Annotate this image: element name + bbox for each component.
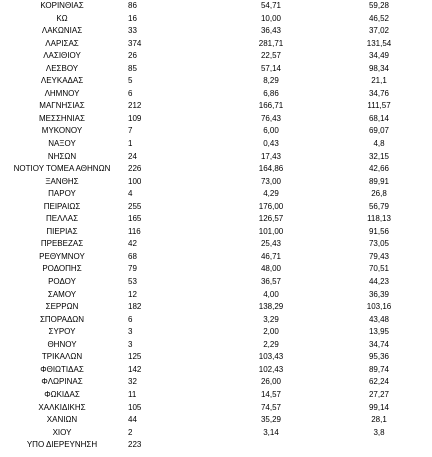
- cell-region: ΡΟΔΟΥ: [48, 277, 76, 287]
- cell-cases: 53: [128, 277, 137, 287]
- table-row: [0, 125, 432, 138]
- cell-rate-1: 101,00: [258, 226, 284, 236]
- cell-cases: 24: [128, 151, 137, 161]
- cell-cases: 226: [128, 164, 142, 174]
- cell-region: ΛΗΜΝΟΥ: [44, 88, 80, 98]
- cell-region: ΛΕΥΚΑΔΑΣ: [40, 76, 84, 86]
- cell-cases: 374: [128, 38, 142, 48]
- cell-rate-1: 26,00: [260, 377, 282, 387]
- cell-cases: 2: [128, 427, 133, 437]
- cell-region: ΧΑΝΙΩΝ: [46, 415, 78, 425]
- table-row: [0, 314, 432, 327]
- cell-region: ΠΕΙΡΑΙΩΣ: [43, 201, 81, 211]
- cell-rate-1: 0,43: [263, 139, 279, 149]
- cell-rate-1: 164,86: [258, 164, 284, 174]
- cell-rate-2: 56,79: [368, 201, 390, 211]
- cell-rate-2: 59,28: [368, 1, 390, 10]
- table-row: [0, 38, 432, 51]
- cell-rate-1: 6,86: [263, 88, 279, 98]
- table-row: [0, 326, 432, 339]
- table-row: [0, 364, 432, 377]
- cell-rate-1: 3,29: [263, 314, 279, 324]
- cell-cases: 33: [128, 26, 137, 36]
- cell-cases: 3: [128, 327, 133, 337]
- cell-rate-2: 36,39: [368, 289, 390, 299]
- cell-region: ΣΕΡΡΩΝ: [45, 302, 79, 312]
- cell-cases: 26: [128, 51, 137, 61]
- cell-rate-2: 34,76: [368, 88, 390, 98]
- cell-rate-1: 6,00: [263, 126, 279, 136]
- cell-rate-1: 36,57: [260, 277, 282, 287]
- cell-region: ΜΑΓΝΗΣΙΑΣ: [39, 101, 85, 111]
- table-row: [0, 276, 432, 289]
- cell-rate-1: 14,57: [260, 389, 282, 399]
- cell-region: ΧΑΛΚΙΔΙΚΗΣ: [38, 402, 86, 412]
- table-row: [0, 301, 432, 314]
- table-row: [0, 402, 432, 415]
- cell-region: ΝΟΤΙΟΥ ΤΟΜΕΑ ΑΘΗΝΩΝ: [13, 164, 111, 174]
- cell-rate-2: 32,15: [368, 151, 390, 161]
- cell-cases: 100: [128, 176, 142, 186]
- cell-rate-2: 3,8: [373, 427, 385, 437]
- cell-rate-2: 34,49: [368, 51, 390, 61]
- cell-region: ΛΑΚΩΝΙΑΣ: [41, 26, 83, 36]
- cell-rate-2: 68,14: [368, 113, 390, 123]
- cell-cases: 79: [128, 264, 137, 274]
- cell-region: ΠΑΡΟΥ: [48, 189, 76, 199]
- cell-region: ΠΕΛΛΑΣ: [45, 214, 79, 224]
- table-row: [0, 289, 432, 302]
- cell-rate-1: 73,00: [260, 176, 282, 186]
- cell-rate-2: 89,74: [368, 364, 390, 374]
- cell-rate-2: 79,43: [368, 251, 390, 261]
- cell-rate-1: 57,14: [260, 63, 282, 73]
- table-row: [0, 88, 432, 101]
- cell-cases: 182: [128, 302, 142, 312]
- table-row: [0, 213, 432, 226]
- cell-region: ΦΩΚΙΔΑΣ: [44, 389, 80, 399]
- table-row: [0, 427, 432, 440]
- cell-region: ΡΕΘΥΜΝΟΥ: [39, 251, 85, 261]
- cell-region: ΝΑΞΟΥ: [48, 139, 76, 149]
- cell-rate-2: 26,8: [371, 189, 387, 199]
- table-row: [0, 188, 432, 201]
- cell-cases: 7: [128, 126, 133, 136]
- cell-rate-2: 89,91: [368, 176, 390, 186]
- cell-rate-2: 28,1: [371, 415, 387, 425]
- cell-rate-1: 3,14: [263, 427, 279, 437]
- cell-rate-1: 76,43: [260, 113, 282, 123]
- cell-cases: 4: [128, 189, 133, 199]
- cell-rate-2: 13,95: [368, 327, 390, 337]
- table-row: [0, 113, 432, 126]
- table-row: [0, 238, 432, 251]
- cell-rate-1: [216, 439, 326, 452]
- cell-rate-2: 37,02: [368, 26, 390, 36]
- cell-cases: 255: [128, 201, 142, 211]
- table-row: [0, 100, 432, 113]
- table-row: [0, 176, 432, 189]
- cell-region: ΠΙΕΡΙΑΣ: [46, 226, 78, 236]
- cell-rate-2: 44,23: [368, 277, 390, 287]
- table-row: [0, 263, 432, 276]
- cell-cases: 42: [128, 239, 137, 249]
- cell-rate-1: 4,29: [263, 189, 279, 199]
- table-row: [0, 75, 432, 88]
- cell-rate-2: 91,56: [368, 226, 390, 236]
- cell-rate-2: 98,34: [368, 63, 390, 73]
- table-row: [0, 163, 432, 176]
- cell-cases: 6: [128, 314, 133, 324]
- cell-rate-1: 8,29: [263, 76, 279, 86]
- cell-cases: 16: [128, 13, 137, 23]
- cell-cases: 11: [128, 389, 137, 399]
- cell-region: ΣΑΜΟΥ: [47, 289, 77, 299]
- cell-cases: 212: [128, 101, 142, 111]
- cell-region: ΚΩ: [56, 13, 68, 23]
- table-row: [0, 351, 432, 364]
- cell-rate-2: 42,66: [368, 164, 390, 174]
- cell-cases: 165: [128, 214, 142, 224]
- cell-rate-1: 36,43: [260, 26, 282, 36]
- table-row: [0, 138, 432, 151]
- cell-rate-1: 54,71: [260, 1, 282, 10]
- cell-region: ΣΥΡΟΥ: [48, 327, 76, 337]
- cell-rate-2: 131,54: [366, 38, 392, 48]
- cell-rate-1: 2,00: [263, 327, 279, 337]
- cell-rate-2: 21,1: [371, 76, 387, 86]
- cell-rate-2: 99,14: [368, 402, 390, 412]
- cell-cases: 1: [128, 139, 133, 149]
- table-row: [0, 25, 432, 38]
- cell-region: ΛΑΣΙΘΙΟΥ: [43, 51, 81, 61]
- table-row: [0, 63, 432, 76]
- cell-rate-2: 27,27: [368, 389, 390, 399]
- cell-cases: 6: [128, 88, 133, 98]
- cell-rate-2: 70,51: [368, 264, 390, 274]
- cell-cases: 68: [128, 251, 137, 261]
- cell-region: ΜΥΚΟΝΟΥ: [41, 126, 83, 136]
- table-row: [0, 50, 432, 63]
- table-row: [0, 439, 432, 452]
- cell-region: ΘΗΝΟΥ: [47, 339, 77, 349]
- cell-rate-2: 43,48: [368, 314, 390, 324]
- table-row: [0, 376, 432, 389]
- cell-rate-2: 4,8: [373, 139, 385, 149]
- cell-region: ΚΟΡΙΝΘΙΑΣ: [40, 1, 84, 10]
- cell-rate-1: 22,57: [260, 51, 282, 61]
- cell-rate-1: 281,71: [258, 38, 284, 48]
- cell-region: ΛΑΡΙΣΑΣ: [45, 38, 79, 48]
- cell-cases: 3: [128, 339, 133, 349]
- cell-cases: 109: [128, 113, 142, 123]
- table-row: [0, 151, 432, 164]
- cell-rate-1: 25,43: [260, 239, 282, 249]
- table-row: [0, 0, 432, 13]
- cell-region: ΤΡΙΚΑΛΩΝ: [41, 352, 83, 362]
- cell-rate-1: 166,71: [258, 101, 284, 111]
- cell-region: ΝΗΣΩΝ: [47, 151, 77, 161]
- table-row: [0, 251, 432, 264]
- cell-cases: 142: [128, 364, 142, 374]
- cell-cases: 32: [128, 377, 137, 387]
- cell-rate-2: 111,57: [367, 101, 391, 111]
- cell-rate-1: 102,43: [258, 364, 284, 374]
- cell-rate-1: 2,29: [263, 339, 279, 349]
- table-row: [0, 13, 432, 26]
- table-row: [0, 389, 432, 402]
- cell-rate-1: 74,57: [260, 402, 282, 412]
- cell-cases: 44: [128, 415, 137, 425]
- cell-rate-2: 46,52: [368, 13, 390, 23]
- cell-region: ΡΟΔΟΠΗΣ: [42, 264, 82, 274]
- cell-rate-1: 46,71: [260, 251, 282, 261]
- cell-cases: 125: [128, 352, 142, 362]
- cell-rate-2: 62,24: [368, 377, 390, 387]
- cell-region: ΥΠΟ ΔΙΕΡΕΥΝΗΣΗ: [26, 440, 98, 450]
- cell-cases: 86: [128, 1, 137, 10]
- cell-rate-2: 34,74: [368, 339, 390, 349]
- cell-cases: 116: [128, 226, 141, 236]
- table-row: [0, 414, 432, 427]
- cell-rate-1: 138,29: [258, 302, 284, 312]
- cell-cases: 105: [128, 402, 142, 412]
- cell-rate-1: 4,00: [263, 289, 279, 299]
- cell-region: ΞΑΝΘΗΣ: [45, 176, 79, 186]
- cell-rate-2: [326, 439, 432, 452]
- cell-rate-2: 69,07: [368, 126, 390, 136]
- cell-region: ΦΛΩΡΙΝΑΣ: [41, 377, 83, 387]
- table-row: [0, 226, 432, 239]
- cell-rate-1: 103,43: [258, 352, 284, 362]
- cell-region: ΧΙΟΥ: [52, 427, 72, 437]
- cell-cases: 223: [128, 440, 142, 450]
- cell-cases: 5: [128, 76, 133, 86]
- cell-region: ΜΕΣΣΗΝΙΑΣ: [39, 113, 85, 123]
- cell-rate-1: 35,29: [260, 415, 282, 425]
- cell-rate-2: 95,36: [368, 352, 390, 362]
- table-row: [0, 339, 432, 352]
- cell-rate-1: 48,00: [260, 264, 282, 274]
- cell-region: ΣΠΟΡΑΔΩΝ: [39, 314, 85, 324]
- table-row: [0, 201, 432, 214]
- cell-rate-2: 118,13: [367, 214, 391, 224]
- cell-rate-2: 103,16: [366, 302, 392, 312]
- cell-region: ΠΡΕΒΕΖΑΣ: [40, 239, 84, 249]
- cell-rate-1: 17,43: [260, 151, 282, 161]
- cell-cases: 12: [128, 289, 137, 299]
- cell-cases: 85: [128, 63, 137, 73]
- cell-region: ΛΕΣΒΟΥ: [45, 63, 79, 73]
- cell-rate-2: 73,05: [368, 239, 390, 249]
- cell-region: ΦΘΙΩΤΙΔΑΣ: [40, 364, 84, 374]
- cell-rate-1: 176,00: [258, 201, 284, 211]
- cell-rate-1: 10,00: [260, 13, 282, 23]
- cell-rate-1: 126,57: [258, 214, 284, 224]
